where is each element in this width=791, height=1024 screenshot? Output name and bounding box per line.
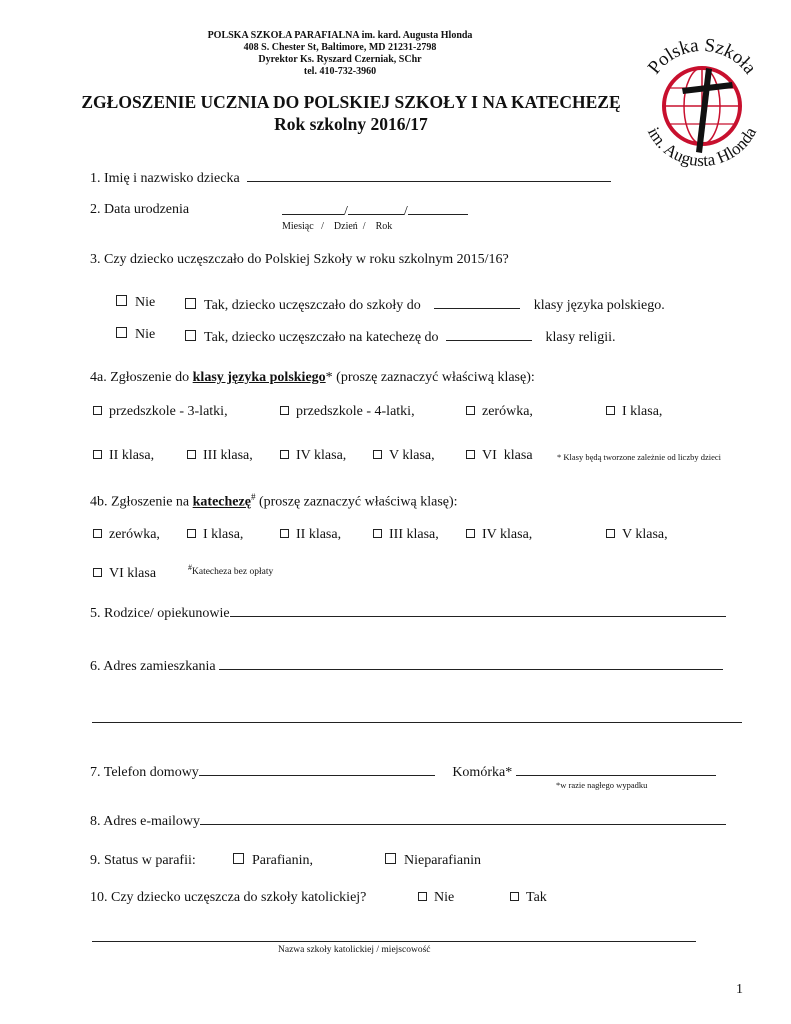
q2-label: 2. Data urodzenia (90, 202, 190, 217)
q3-label: 3. Czy dziecko uczęszczało do Polskiej Szkoły w roku szkolnym 2015/16? (90, 252, 509, 267)
q3-school-class-field[interactable] (434, 295, 520, 309)
q4a-opt-9[interactable]: VI klasa (466, 448, 533, 464)
q3-row2-yes: Tak, dziecko uczęszczało na katechezę do klasy religii. (185, 327, 616, 346)
catholic-school-yes-option[interactable]: Tak (510, 890, 547, 906)
catholic-school-no-option[interactable]: Nie (418, 890, 454, 906)
q5-label: 5. Rodzice/ opiekunowie (90, 606, 230, 621)
address-field-2[interactable] (92, 722, 742, 723)
child-name-field[interactable] (247, 168, 611, 182)
q4a-opt-6[interactable]: III klasa, (187, 448, 253, 464)
email-field[interactable] (200, 811, 726, 825)
school-name: POLSKA SZKOŁA PARAFIALNA im. kard. Augusta Hlonda (207, 30, 473, 41)
q7-label: 7. Telefon domowy (90, 765, 199, 780)
q8-label: 8. Adres e-mailowy (90, 814, 201, 829)
q3-school-no-checkbox[interactable] (116, 295, 127, 306)
mobile-phone-field[interactable] (516, 762, 716, 776)
q4b-opt-6[interactable]: V klasa, (606, 527, 668, 543)
q4b-opt-1[interactable]: zerówka, (93, 527, 160, 543)
birth-date-field[interactable]: / / (282, 201, 468, 220)
q4b-opt-3[interactable]: II klasa, (280, 527, 341, 543)
q4a-opt-4[interactable]: I klasa, (606, 404, 662, 420)
q4b-opt-4[interactable]: III klasa, (373, 527, 439, 543)
q4b-opt-7[interactable]: VI klasa (93, 566, 156, 582)
q4a-opt-2[interactable]: przedszkole - 4-latki, (280, 404, 415, 420)
q4b-opt-5[interactable]: IV klasa, (466, 527, 532, 543)
non-parishioner-option[interactable]: Nieparafianin (385, 853, 481, 869)
q4a-opt-8[interactable]: V klasa, (373, 448, 435, 464)
school-address: 408 S. Chester St, Baltimore, MD 21231-2798 (243, 42, 437, 53)
mobile-label: Komórka* (452, 765, 513, 780)
parishioner-option[interactable]: Parafianin, (233, 853, 313, 869)
q4a-opt-1[interactable]: przedszkole - 3-latki, (93, 404, 228, 420)
q4a-opt-3[interactable]: zerówka, (466, 404, 533, 420)
q4a-opt-5[interactable]: II klasa, (93, 448, 154, 464)
q1-row (90, 168, 611, 187)
q3-catechism-class-field[interactable] (446, 327, 532, 341)
birth-date-sub: Miesiąc / Dzień / Rok (282, 221, 393, 232)
q4a-label: 4a. Zgłoszenie do klasy języka polskiego* (proszę zaznaczyć właściwą klasę): (90, 370, 535, 385)
school-phone: tel. 410-732-3960 (303, 66, 377, 77)
q6-row (90, 656, 723, 675)
q5-row (90, 603, 726, 622)
q9-label: 9. Status w parafii: (90, 853, 196, 868)
q3-row1-yes: Tak, dziecko uczęszczało do szkoły do klasy języka polskiego. (185, 295, 665, 314)
logo-top-text: Polska Szkoła (643, 34, 761, 79)
q4b-note: #Katecheza bez opłaty (188, 563, 274, 578)
home-phone-field[interactable] (199, 762, 435, 776)
q7-row (90, 762, 716, 781)
q6-label: 6. Adres zamieszkania (90, 659, 216, 674)
catholic-school-sub: Nazwa szkoły katolickiej / miejscowość (278, 945, 431, 955)
mobile-note: *w razie nagłego wypadku (556, 780, 648, 790)
q3-row1: Nie (116, 295, 155, 311)
page-number: 1 (736, 982, 743, 997)
q4a-opt-7[interactable]: IV klasa, (280, 448, 346, 464)
q1-label: 1. Imię i nazwisko dziecka (90, 171, 240, 186)
q4b-label: 4b. Zgłoszenie na katechezę# (proszę zaznaczyć właściwą klasę): (90, 492, 458, 510)
parents-field[interactable] (230, 603, 726, 617)
q3-row2: Nie (116, 327, 155, 343)
school-logo (630, 28, 775, 173)
logo-bottom-text: im. Augusta Hlonda (643, 123, 761, 171)
catholic-school-name-field[interactable] (92, 941, 696, 942)
school-year: Rok szkolny 2016/17 (274, 114, 428, 134)
address-field-1[interactable] (219, 656, 723, 670)
q4a-note: * Klasy będą tworzone zależnie od liczby dzieci (557, 452, 722, 462)
q4b-opt-2[interactable]: I klasa, (187, 527, 243, 543)
q3-catechism-yes-checkbox[interactable] (185, 330, 196, 341)
q3-catechism-no-checkbox[interactable] (116, 327, 127, 338)
form-title: ZGŁOSZENIE UCZNIA DO POLSKIEJ SZKOŁY I NA KATECHEZĘ (81, 92, 621, 112)
q3-school-yes-checkbox[interactable] (185, 298, 196, 309)
q8-row (90, 811, 726, 830)
q10-label: 10. Czy dziecko uczęszcza do szkoły katolickiej? (90, 890, 367, 905)
school-director: Dyrektor Ks. Ryszard Czerniak, SChr (258, 54, 422, 65)
